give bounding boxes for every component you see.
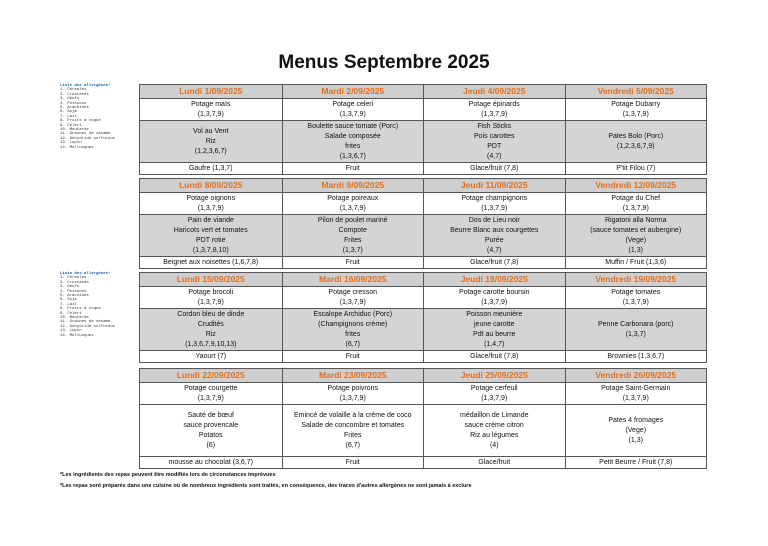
dessert: Muffin / Fruit (1,3,6) [605, 258, 667, 266]
soup-allergens: (1,3,7,9) [197, 204, 224, 212]
dessert-cell [424, 163, 565, 174]
soup-allergens: (1,3,7,9) [622, 394, 649, 402]
soup-cell [566, 99, 707, 121]
main-line: sauce crème citron [464, 421, 524, 429]
soup-cell [424, 193, 565, 215]
main-line: Pilon de poulet mariné [317, 216, 388, 224]
allergen-item: 13. Lupin [60, 329, 82, 334]
soup-name: Potage Saint-Germain [601, 384, 671, 392]
main-allergens: (1,3,7,8,10) [192, 246, 229, 254]
dessert: Petit Beurre / Fruit (7,8) [599, 458, 673, 466]
dessert-cell [424, 257, 565, 268]
main-line: Vol au Vent [193, 127, 229, 135]
soup-name: Potage Dubarry [611, 100, 661, 108]
allergen-legend-title: Liste des allergènes* [60, 272, 111, 276]
main-allergens: (1,3) [628, 246, 643, 254]
main-line: (Vege) [625, 426, 647, 434]
allergen-item: 8. Fruits à coque [60, 119, 101, 124]
day-header: Vendredi 12/09/2025 [565, 179, 707, 192]
dessert: Beignet aux noisettes (1,6,7,8) [163, 258, 259, 266]
allergen-item: 4. Poissons [60, 289, 87, 294]
day-column [565, 287, 707, 362]
soup-allergens: (1,3,7,9) [481, 110, 508, 118]
main-line: Riz [205, 137, 216, 145]
soup-allergens: (1,3,7,9) [339, 298, 366, 306]
soup-name: Potage cresson [328, 288, 378, 296]
allergen-legend-repeat [60, 272, 140, 338]
dessert: Glace/fruit (7,8) [470, 164, 519, 172]
week-table-1 [139, 84, 707, 175]
main-course-cell [566, 309, 707, 351]
allergen-item: 10. Moutarde [60, 316, 89, 321]
week-table-2 [139, 178, 707, 269]
main-line: Cordon bleu de dinde [177, 310, 245, 318]
day-column [423, 193, 565, 268]
dessert: Fruit [345, 164, 360, 172]
soup-allergens: (1,3,7,9) [622, 204, 649, 212]
main-line: sauce provencale [183, 421, 239, 429]
soup-allergens: (1,3,7,9) [481, 298, 508, 306]
dessert: Glace/fruit (7,8) [470, 258, 519, 266]
footnote: *Les repas sont préparés dans une cuisine où de nombreux ingrédients sont traités, en conséquence, des traces d'autres allergènes ne sont jamais à exclure [60, 483, 472, 489]
main-allergens: (1,2,3,6,7) [194, 147, 227, 155]
allergen-item: 9. Céleri [60, 123, 82, 128]
main-course-cell [140, 121, 282, 163]
main-line: frites [345, 330, 361, 338]
day-header: Lundi 15/09/2025 [176, 274, 245, 284]
main-line: Penne Carbonara (porc) [598, 320, 674, 328]
soup-allergens: (1,3,7,9) [481, 204, 508, 212]
main-line: Crudités [197, 320, 224, 328]
dessert: Yaourt (7) [195, 352, 227, 360]
main-allergens: (1,3) [628, 436, 643, 444]
day-header: Vendredi 19/09/2025 [565, 273, 707, 286]
dessert-cell [140, 351, 282, 362]
soup-allergens: (1,3,7,9) [339, 204, 366, 212]
allergen-item: 5. Arachides [60, 294, 89, 299]
main-line: Pain de viande [187, 216, 234, 224]
allergen-item: 4. Poissons [60, 101, 87, 106]
main-allergens: (1,3,6,7) [339, 152, 366, 160]
main-course-cell [283, 405, 424, 457]
main-allergens: (6,7) [345, 340, 360, 348]
allergen-item: 7. Lait [60, 302, 77, 307]
allergen-item: 6. Soja [60, 110, 77, 115]
soup-cell [283, 99, 424, 121]
main-line: Rigatoni alla Norma [605, 216, 667, 224]
main-allergens: (1,3,7) [625, 330, 646, 338]
main-line: jeune carotte [474, 320, 515, 328]
day-column [140, 383, 282, 468]
soup-allergens: (1,3,7,9) [339, 110, 366, 118]
soup-name: Potage du Chef [611, 194, 661, 202]
main-course-cell [424, 121, 565, 163]
main-course-cell [424, 405, 565, 457]
soup-allergens: (1,3,7,9) [481, 394, 508, 402]
soup-cell [140, 193, 282, 215]
soup-allergens: (1,3,7,9) [197, 298, 224, 306]
main-line: Compote [338, 226, 367, 234]
main-line: Haricots vert et tomates [173, 226, 248, 234]
day-column [423, 383, 565, 468]
allergen-item: 11. Graines de sésame [60, 320, 111, 325]
allergen-item: 13. Lupin [60, 141, 82, 146]
day-header: Vendredi 5/09/2025 [565, 85, 707, 98]
allergen-item: 1. Céréales [60, 88, 87, 93]
week-header-row [140, 369, 706, 383]
day-header: Lundi 1/09/2025 [179, 86, 243, 96]
day-column [282, 383, 424, 468]
dessert-cell [566, 257, 707, 268]
main-course-cell [283, 215, 424, 257]
allergen-item: 2. Crustacés [60, 92, 89, 97]
allergen-item: 5. Arachides [60, 106, 89, 111]
day-header: Jeudi 18/09/2025 [423, 273, 565, 286]
main-course-cell [140, 215, 282, 257]
soup-name: Potage cerfeuil [470, 384, 518, 392]
soup-cell [283, 193, 424, 215]
day-column [282, 287, 424, 362]
soup-name: Potage tomates [611, 288, 661, 296]
main-line: (Vege) [625, 236, 647, 244]
week-table-3 [139, 272, 707, 363]
allergen-legend-title: Liste des allergènes* [60, 84, 111, 88]
dessert-cell [140, 457, 282, 468]
soup-name: Potage celeri [332, 100, 374, 108]
day-column [423, 99, 565, 174]
main-allergens: (4,7) [487, 152, 502, 160]
allergen-item: 7. Lait [60, 114, 77, 119]
main-line: (sauce tomates et aubergine) [590, 226, 682, 234]
soup-cell [566, 193, 707, 215]
dessert-cell [283, 457, 424, 468]
soup-cell [424, 383, 565, 405]
day-column [140, 193, 282, 268]
soup-cell [283, 287, 424, 309]
allergen-item: 9. Céleri [60, 311, 82, 316]
main-line: Frites [344, 236, 362, 244]
main-line: Frites [344, 431, 362, 439]
dessert-cell [140, 257, 282, 268]
footnote: *Les ingrédients des repas peuvent être modifiés lors de circonstances imprévues [60, 472, 276, 478]
main-line: PDT [487, 142, 502, 150]
main-line: Pates Bolo (Porc) [608, 132, 664, 140]
main-allergens: (6) [206, 441, 216, 449]
day-header: Lundi 22/09/2025 [176, 370, 245, 380]
main-course-cell [566, 121, 707, 163]
allergen-item: 10. Moutarde [60, 128, 89, 133]
dessert-cell [566, 457, 707, 468]
main-course-cell [424, 309, 565, 351]
main-line: Emincé de volaille à la crème de coco [293, 411, 412, 419]
dessert: Glace/fruit [478, 458, 511, 466]
dessert-cell [424, 457, 565, 468]
day-column [565, 99, 707, 174]
soup-cell [140, 287, 282, 309]
dessert: Fruit [345, 458, 360, 466]
main-line: Fish Sticks [477, 122, 512, 130]
day-column [282, 193, 424, 268]
main-course-cell [140, 405, 282, 457]
page-title: Menus Septembre 2025 [278, 52, 490, 73]
main-line: Pdt au beurre [473, 330, 516, 338]
soup-allergens: (1,3,7,9) [622, 298, 649, 306]
dessert-cell [566, 163, 707, 174]
dessert: Gaufre (1,3,7) [188, 164, 233, 172]
day-header: Mardi 23/09/2025 [282, 369, 424, 382]
main-line: Purée [484, 236, 504, 244]
soup-name: Potage poireaux [327, 194, 379, 202]
main-line: Boulette sauce tomate (Porc) [307, 122, 399, 130]
soup-allergens: (1,3,7,9) [622, 110, 649, 118]
day-column [565, 383, 707, 468]
allergen-item: 12. Anhydride sulfureux [60, 324, 116, 329]
dessert: Fruit [345, 258, 360, 266]
soup-name: Potage poivrons [327, 384, 379, 392]
day-header: Mardi 16/09/2025 [282, 273, 424, 286]
main-allergens: (1,3,7) [342, 246, 363, 254]
soup-cell [424, 99, 565, 121]
dessert-cell [283, 257, 424, 268]
main-line: PDT rotie [196, 236, 226, 244]
main-line: Potatos [198, 431, 223, 439]
main-line: Riz [205, 330, 216, 338]
main-line: Salade de concombre et tomates [301, 421, 405, 429]
main-line: médaillon de Limande [460, 411, 529, 419]
allergen-item: 3. Oeufs [60, 97, 80, 102]
main-allergens: (4) [489, 441, 499, 449]
allergen-item: 11. Graines de sésame [60, 132, 111, 137]
main-line: (Champignons crème) [318, 320, 388, 328]
main-line: Poisson meunière [466, 310, 523, 318]
week-table-4 [139, 368, 707, 469]
allergen-legend [60, 84, 140, 150]
dessert-cell [424, 351, 565, 362]
week-header-row [140, 273, 706, 287]
allergen-item: 14. Mollusques [60, 145, 94, 150]
day-header: Jeudi 25/09/2025 [423, 369, 565, 382]
main-line: Pois carottes [474, 132, 515, 140]
main-course-cell [424, 215, 565, 257]
soup-cell [140, 383, 282, 405]
dessert-cell [566, 351, 707, 362]
week-header-row [140, 179, 706, 193]
day-header: Jeudi 11/09/2025 [423, 179, 565, 192]
allergen-item: 12. Anhydride sulfureux [60, 136, 116, 141]
main-line: Dos de Lieu noir [468, 216, 520, 224]
main-line: Beurre Blanc aux courgettes [450, 226, 539, 234]
day-column [282, 99, 424, 174]
main-line: Salade composée [324, 132, 381, 140]
main-line: Riz au légumes [470, 431, 519, 439]
soup-cell [566, 383, 707, 405]
soup-allergens: (1,3,7,9) [197, 394, 224, 402]
main-allergens: (1,2,3,6,7,9) [616, 142, 655, 150]
allergen-item: 2. Crustacés [60, 280, 89, 285]
main-allergens: (6,7) [345, 441, 360, 449]
main-course-cell [566, 215, 707, 257]
main-course-cell [283, 309, 424, 351]
day-column [140, 99, 282, 174]
main-allergens: (1,3,6,7,9,10,13) [185, 340, 237, 348]
soup-name: Potage oignons [186, 194, 236, 202]
dessert: Fruit [345, 352, 360, 360]
soup-cell [283, 383, 424, 405]
soup-cell [566, 287, 707, 309]
dessert: P'tit Filou (7) [616, 164, 656, 172]
soup-cell [424, 287, 565, 309]
dessert: Brownies (1,3,6,7) [607, 352, 665, 360]
soup-name: Potage champignons [461, 194, 528, 202]
dessert-cell [140, 163, 282, 174]
allergen-item: 14. Mollusques [60, 333, 94, 338]
soup-name: Potage courgette [184, 384, 238, 392]
main-allergens: (4,7) [487, 246, 502, 254]
dessert-cell [283, 163, 424, 174]
main-allergens: (1,4,7) [484, 340, 505, 348]
day-header: Mardi 9/09/2025 [282, 179, 424, 192]
soup-name: Potage maïs [191, 100, 231, 108]
dessert: Glace/fruit (7,8) [470, 352, 519, 360]
main-line: Escalope Archiduc (Porc) [313, 310, 393, 318]
main-course-cell [140, 309, 282, 351]
soup-name: Potage brocoli [188, 288, 234, 296]
day-header: Vendredi 26/09/2025 [565, 369, 707, 382]
dessert-cell [283, 351, 424, 362]
main-course-cell [566, 405, 707, 457]
allergen-item: 1. Céréales [60, 276, 87, 281]
soup-name: Potage épinards [468, 100, 520, 108]
main-course-cell [283, 121, 424, 163]
day-column [140, 287, 282, 362]
allergen-item: 6. Soja [60, 298, 77, 303]
main-line: frites [345, 142, 361, 150]
day-header: Jeudi 4/09/2025 [423, 85, 565, 98]
dessert: mousse au chocolat (3,6,7) [168, 458, 253, 466]
main-line: Pates 4 fromages [608, 416, 664, 424]
allergen-item: 8. Fruits à coque [60, 307, 101, 312]
day-column [423, 287, 565, 362]
day-column [565, 193, 707, 268]
allergen-item: 3. Oeufs [60, 285, 80, 290]
week-header-row [140, 85, 706, 99]
day-header: Lundi 8/09/2025 [179, 180, 243, 190]
main-line: Sauté de bœuf [187, 411, 234, 419]
day-header: Mardi 2/09/2025 [282, 85, 424, 98]
soup-allergens: (1,3,7,9) [339, 394, 366, 402]
soup-name: Potage carotte boursin [459, 288, 530, 296]
soup-allergens: (1,3,7,9) [197, 110, 224, 118]
soup-cell [140, 99, 282, 121]
